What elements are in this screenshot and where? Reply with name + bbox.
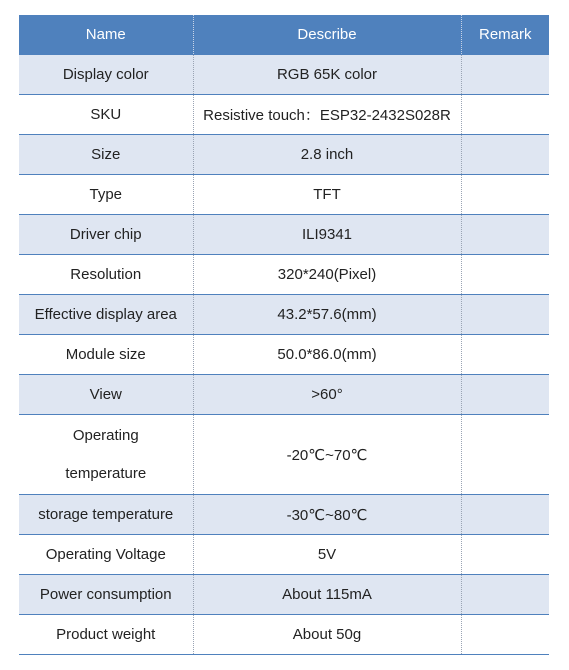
row-describe-cell: ILI9341: [193, 215, 461, 255]
row-name-cell: Product weight: [19, 615, 193, 655]
row-describe-cell: -30℃~80℃: [193, 495, 461, 535]
row-remark-cell: [461, 255, 549, 295]
table-row: [19, 495, 549, 535]
row-name-cell: Operating Voltage: [19, 535, 193, 575]
row-name-cell: Size: [19, 135, 193, 175]
table-row: [19, 215, 549, 255]
header-row: [19, 15, 549, 55]
row-remark-cell: [461, 575, 549, 615]
row-name-cell: Type: [19, 175, 193, 215]
row-remark-cell: [461, 295, 549, 335]
row-name-cell: Resolution: [19, 255, 193, 295]
spec-table: [19, 15, 549, 655]
row-describe-cell: 43.2*57.6(mm): [193, 295, 461, 335]
row-describe-cell: >60°: [193, 375, 461, 415]
column-header-describe: Describe: [193, 15, 461, 55]
row-remark-cell: [461, 495, 549, 535]
table-row: [19, 295, 549, 335]
table-row: [19, 615, 549, 655]
table-row: [19, 255, 549, 295]
row-name-cell: Module size: [19, 335, 193, 375]
table-row: [19, 415, 549, 495]
table-row: [19, 175, 549, 215]
table-header: [19, 15, 549, 55]
table-row: [19, 335, 549, 375]
table-row: [19, 95, 549, 135]
table-row: [19, 135, 549, 175]
row-describe-cell: TFT: [193, 175, 461, 215]
row-describe-cell: 5V: [193, 535, 461, 575]
table-row: [19, 535, 549, 575]
row-describe-cell: 2.8 inch: [193, 135, 461, 175]
row-name-cell: Driver chip: [19, 215, 193, 255]
row-name-cell: SKU: [19, 95, 193, 135]
row-name-line: Operating: [72, 426, 139, 444]
row-name-cell: [19, 415, 193, 495]
row-name-cell: Power consumption: [19, 575, 193, 615]
row-describe-cell: About 50g: [193, 615, 461, 655]
row-remark-cell: [461, 375, 549, 415]
column-header-remark: Remark: [461, 15, 549, 55]
table-row: [19, 575, 549, 615]
row-name-cell: Effective display area: [19, 295, 193, 335]
row-describe-cell: Resistive touch：ESP32-2432S028R: [193, 95, 461, 135]
row-describe-cell: -20℃~70℃: [193, 415, 461, 495]
row-describe-cell: 50.0*86.0(mm): [193, 335, 461, 375]
row-remark-cell: [461, 615, 549, 655]
row-describe-cell: 320*240(Pixel): [193, 255, 461, 295]
row-name-line: temperature: [65, 464, 147, 482]
row-remark-cell: [461, 135, 549, 175]
row-name-cell: Display color: [19, 55, 193, 95]
row-remark-cell: [461, 175, 549, 215]
row-describe-cell: RGB 65K color: [193, 55, 461, 95]
row-name-cell: View: [19, 375, 193, 415]
table-row: [19, 55, 549, 95]
row-remark-cell: [461, 55, 549, 95]
column-header-name: Name: [19, 15, 193, 55]
table-body: [19, 55, 549, 655]
row-remark-cell: [461, 335, 549, 375]
row-remark-cell: [461, 415, 549, 495]
table-row: [19, 375, 549, 415]
row-name-cell: storage temperature: [19, 495, 193, 535]
row-remark-cell: [461, 535, 549, 575]
row-remark-cell: [461, 215, 549, 255]
row-remark-cell: [461, 95, 549, 135]
row-describe-cell: About 115mA: [193, 575, 461, 615]
